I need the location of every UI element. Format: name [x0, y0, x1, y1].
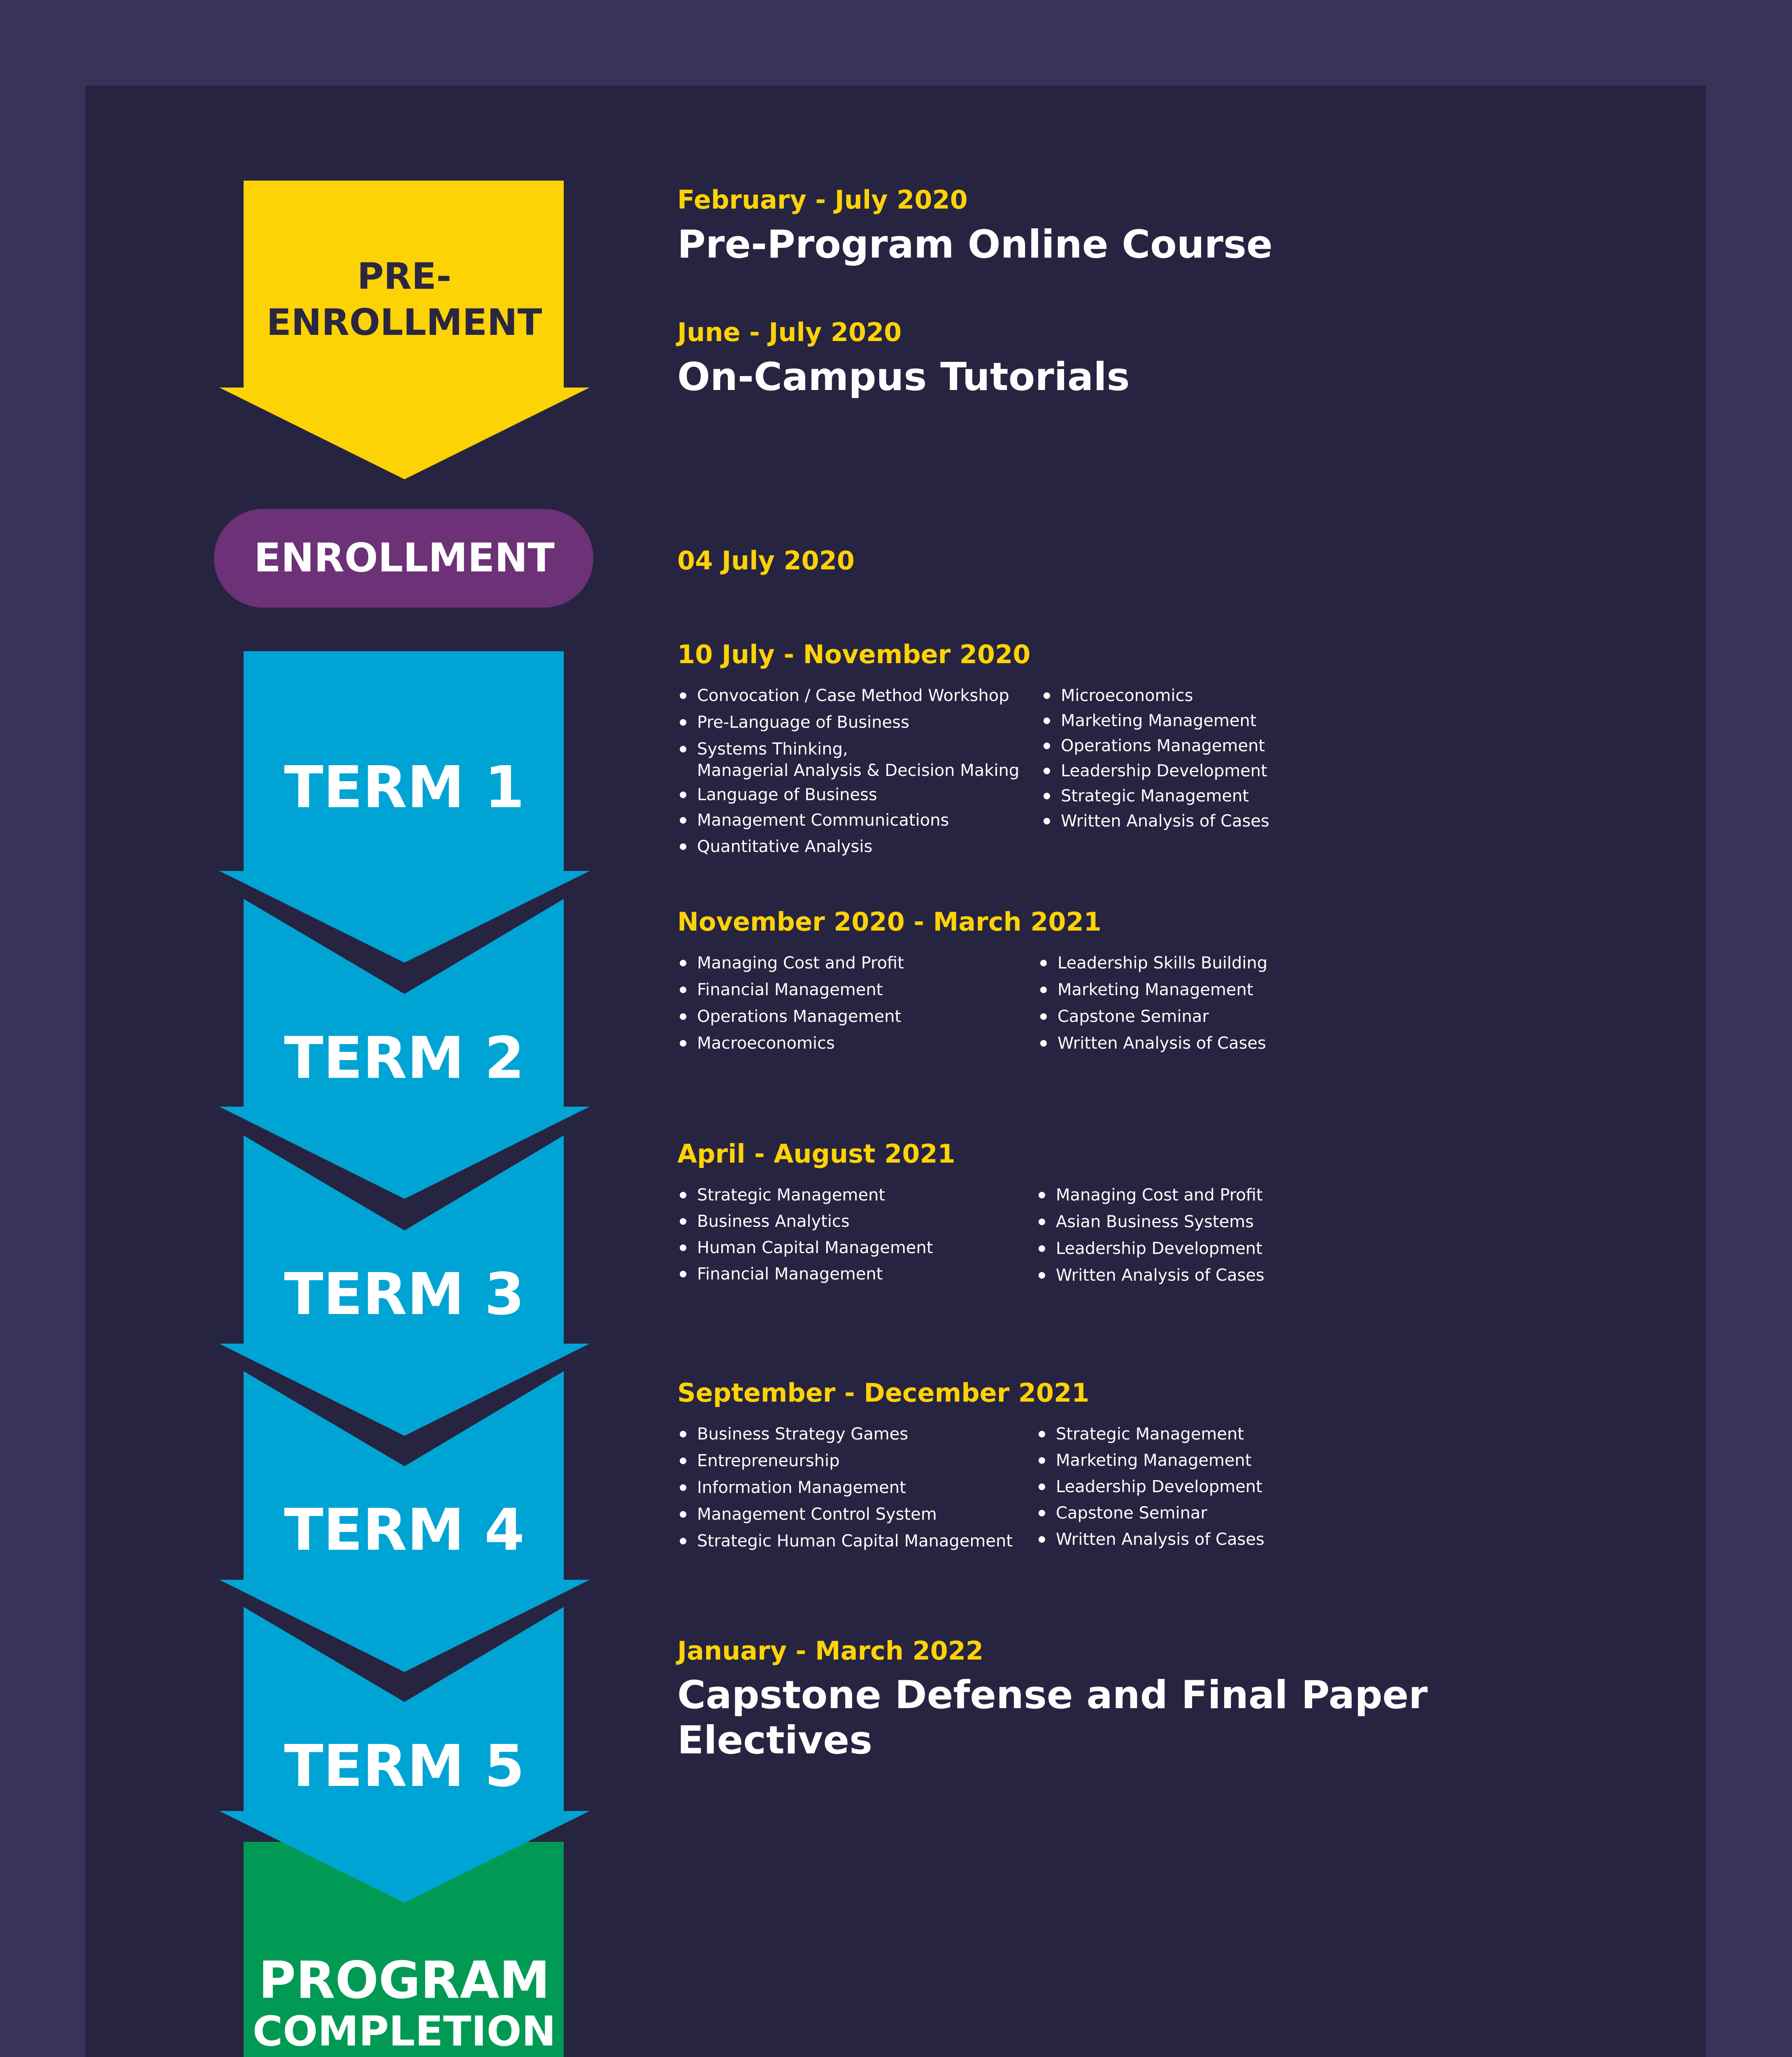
term4-label: TERM 4 — [284, 1497, 525, 1564]
course-item: Strategic Management — [1041, 785, 1354, 807]
course-item: Human Capital Management — [677, 1237, 1031, 1258]
course-item: Asian Business Systems — [1036, 1211, 1357, 1233]
term5-title-line1: Capstone Defense and Final Paper — [677, 1673, 1428, 1718]
term1-courses-left — [677, 685, 1039, 857]
completion-label-line2: COMPLETION — [252, 2007, 556, 2055]
term2-label: TERM 2 — [284, 1025, 525, 1092]
course-item: Convocation / Case Method Workshop — [677, 685, 1039, 706]
course-item: Written Analysis of Cases — [1036, 1265, 1357, 1286]
course-item: Strategic Human Capital Management — [677, 1530, 1031, 1552]
term5-title-line2: Electives — [677, 1718, 873, 1763]
term4-courses-right — [1036, 1423, 1357, 1555]
course-item: Managing Cost and Profit — [1036, 1184, 1357, 1206]
course-item: Information Management — [677, 1477, 1031, 1498]
course-item: Business Analytics — [677, 1211, 1031, 1232]
pre-program-title: Pre-Program Online Course — [677, 222, 1273, 267]
course-item: Quantitative Analysis — [677, 836, 1039, 857]
course-item: Capstone Seminar — [1038, 1006, 1359, 1027]
term1-date: 10 July - November 2020 — [677, 639, 1031, 669]
term3-courses-right — [1036, 1184, 1357, 1291]
course-item: Systems Thinking, Managerial Analysis & Decision Making — [677, 738, 1039, 781]
course-item: Capstone Seminar — [1036, 1502, 1357, 1524]
course-item: Written Analysis of Cases — [1038, 1033, 1359, 1054]
course-item: Leadership Skills Building — [1038, 952, 1359, 974]
course-item: Strategic Management — [677, 1184, 1031, 1206]
course-item: Management Control System — [677, 1504, 1031, 1525]
tutorials-title: On-Campus Tutorials — [677, 355, 1130, 399]
enrollment-label: ENROLLMENT — [254, 535, 555, 581]
course-item: Financial Management — [677, 979, 1031, 1001]
pre-enrollment-label: PRE- ENROLLMENT — [266, 255, 542, 344]
term2-date: November 2020 - March 2021 — [677, 907, 1102, 937]
pre-program-date: February - July 2020 — [677, 185, 968, 215]
course-item: Written Analysis of Cases — [1041, 810, 1354, 832]
course-item: Managing Cost and Profit — [677, 952, 1031, 974]
term1-courses-right — [1041, 685, 1354, 832]
completion-label-line1: PROGRAM — [258, 1951, 550, 2010]
course-item: Strategic Management — [1036, 1423, 1357, 1445]
term2-courses-left — [677, 952, 1031, 1059]
term3-date: April - August 2021 — [677, 1139, 955, 1169]
tutorials-date: June - July 2020 — [677, 317, 902, 347]
term3-courses-left — [677, 1184, 1031, 1290]
term4-date: September - December 2021 — [677, 1378, 1090, 1408]
course-item: Marketing Management — [1038, 979, 1359, 1001]
course-item: Microeconomics — [1041, 685, 1354, 706]
term5-date: January - March 2022 — [677, 1636, 984, 1666]
course-item: Operations Management — [677, 1006, 1031, 1027]
course-item: Pre-Language of Business — [677, 712, 1039, 733]
course-item: Management Communications — [677, 810, 1039, 831]
course-item: Marketing Management — [1036, 1450, 1357, 1471]
course-item: Leadership Development — [1036, 1476, 1357, 1497]
course-item: Macroeconomics — [677, 1033, 1031, 1054]
course-item: Marketing Management — [1041, 710, 1354, 731]
term2-courses-right — [1038, 952, 1359, 1059]
term5-label: TERM 5 — [284, 1733, 525, 1800]
course-item: Written Analysis of Cases — [1036, 1529, 1357, 1550]
enrollment-date: 04 July 2020 — [677, 546, 855, 576]
term1-label: TERM 1 — [284, 754, 525, 821]
course-item: Financial Management — [677, 1263, 1031, 1285]
course-item: Leadership Development — [1036, 1238, 1357, 1259]
course-item: Language of Business — [677, 784, 1039, 806]
course-item: Operations Management — [1041, 735, 1354, 757]
course-item: Business Strategy Games — [677, 1423, 1031, 1445]
term3-label: TERM 3 — [284, 1261, 525, 1328]
course-item: Leadership Development — [1041, 760, 1354, 782]
course-item: Entrepreneurship — [677, 1450, 1031, 1472]
term4-courses-left — [677, 1423, 1031, 1557]
